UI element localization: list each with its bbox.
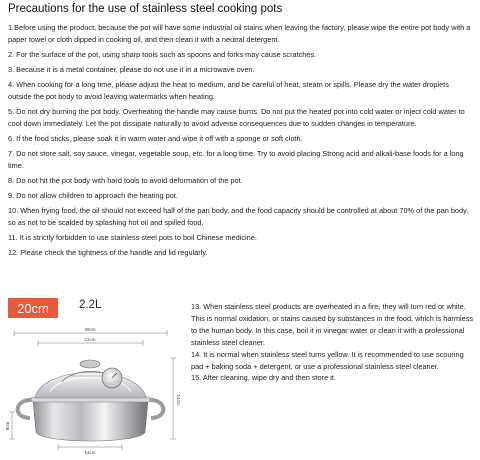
- left-handle: [18, 400, 34, 418]
- right-handle: [147, 400, 163, 418]
- page-title: Precautions for the use of stainless steel cooking pots: [8, 3, 283, 15]
- note-item: 9. Do not allow children to approach the heating pot.: [8, 190, 178, 200]
- note-item: 7. Do not store salt, soy sauce, vinegar, vegetable soup, etc. for a long time. Try to avoid placing Strong acid and alkali-base foods for a long time.: [8, 148, 464, 170]
- width-dimension-inner: [38, 337, 143, 346]
- note-item: 2. For the surface of the pot, using sharp tools such as spoons and forks may cause scratches.: [8, 49, 317, 59]
- height-dimension-body: [5, 412, 15, 439]
- pot-lid: [35, 373, 146, 399]
- base-width-dimension: [58, 444, 122, 455]
- inner-width-label: 21cm: [84, 337, 96, 342]
- precautions-list: [8, 22, 474, 262]
- note-item: 10. When frying food, the oil should not exceed half of the pan body, and the food capacity should be controlled at about 70% of the pan body. so as not to be scalded by splashing hot oil and spilled food.: [8, 205, 469, 227]
- size-badge: 20cm: [8, 298, 58, 318]
- note-item: 8. Do not hit the pot body with hard tools to avoid deformation of the pot.: [8, 175, 243, 185]
- lid-knob: [80, 360, 100, 368]
- note-item: 15. After cleaning, wipe dry and then store it.: [191, 373, 336, 383]
- height-dimension-total: [170, 358, 181, 439]
- total-width-label: 29cm: [84, 327, 96, 332]
- note-item: 13. When stainless steel products are overheated in a fire, they will turn red or white. This is normal oxidation, or stains caused by substances in the food, which is harmless to the human body. In this case, boil it in vinegar water or clean it with a professional stainless steel cleaner.: [191, 302, 474, 347]
- note-item: 5. Do not dry burning the pot body. Overheating the handle may cause burns. Do not put the heated pot into cold water or inject cold water to cool down immediately. Let the pot dissipate naturally to avoid adverse consequences due to sudden changes in temperature.: [8, 106, 465, 128]
- note-item: 12. Please check the tightness of the handle and lid regularly.: [8, 247, 208, 257]
- width-dimension-top: [14, 327, 167, 336]
- note-item: 4. When cooking for a long time, please adjust the heat to medium, and be careful of heat, steam or spills. Please dry the water droplets outside the pot body to avoid leaving watermarks when heating.: [8, 79, 449, 101]
- body-height-label: 8cm: [5, 421, 10, 431]
- note-item: 1.Before using the product, because the pot will have some industrial oil stains when leaving the factory, please wipe the entire pot body with a paper towel or cloth dipped in cooking oil, and then clean it with a neutral detergent.: [8, 23, 471, 44]
- note-item: 11. It is strictly forbidden to use stainless steel pots to boil Chinese medicine.: [8, 232, 257, 242]
- pot-body: [33, 400, 148, 441]
- pot-dimension-figure: [0, 320, 185, 460]
- note-item: 14. It is normal when stainless steel turns yellow. It is recommended to use scouring pad + baking soda + detergent, or use a professional stainless steel cleaner.: [191, 349, 464, 371]
- capacity-label: 2.2L: [79, 299, 102, 311]
- total-height-label: 14cm: [176, 394, 181, 406]
- note-item: 3. Because it is a metal container, please do not use it in a microwave oven.: [8, 64, 255, 74]
- note-item: 6. If the food sticks, please soak it in warm water and wipe it off with a sponge or soft cloth.: [8, 133, 303, 143]
- base-width-label: 14cm: [84, 450, 96, 455]
- care-notes-list: [191, 301, 475, 384]
